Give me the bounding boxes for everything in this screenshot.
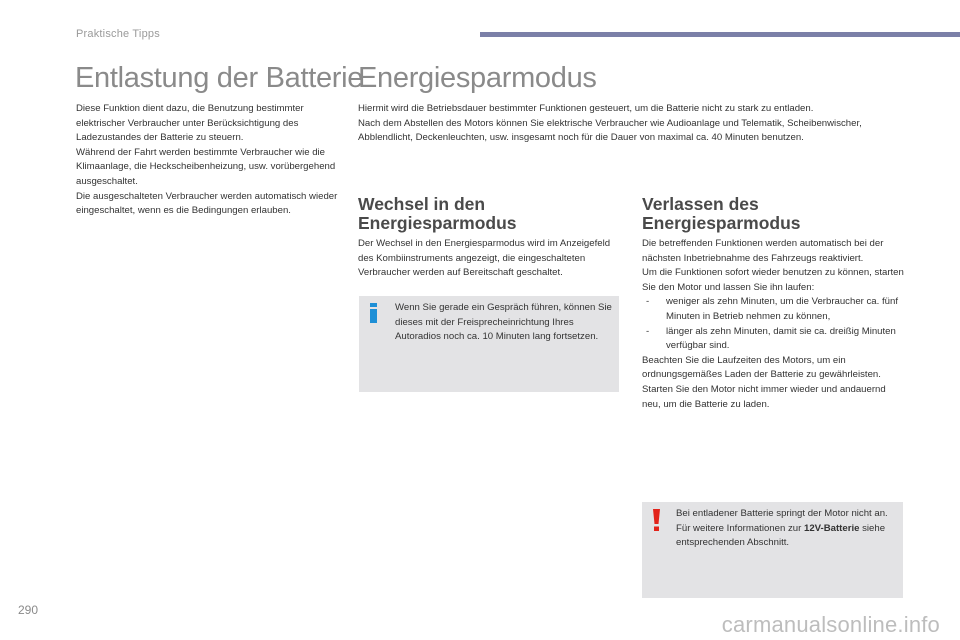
- heading-line: Energiesparmodus: [642, 213, 801, 233]
- info-note-text: [395, 301, 613, 345]
- warning-note-line: [676, 522, 896, 551]
- page-number: 290: [18, 603, 39, 617]
- heading-enter-energy-saving: [358, 195, 517, 233]
- dash-marker: -: [646, 325, 650, 337]
- watermark: carmanualsonline.info: [721, 612, 940, 637]
- battery-relief-paragraph: Diese Funktion dient dazu, die Benutzung bestimmter elektrischer Verbraucher unter Berücksichtigung des Ladezustandes der Batterie zu steuern.: [76, 103, 304, 144]
- heading-exit-energy-saving: [642, 195, 801, 233]
- heading-line: Verlassen des: [642, 194, 759, 214]
- section-label: Praktische Tipps: [76, 28, 160, 40]
- warning-note: [642, 502, 903, 598]
- exit-paragraph: Starten Sie den Motor nicht immer wieder und andauernd neu, um die Batterie zu laden.: [642, 383, 886, 410]
- energy-intro-paragraph: Nach dem Abstellen des Motors können Sie elektrische Verbraucher wie Audioanlage und Telematik, Scheibenwischer, Abblendlicht, Deckenleuchten, usw. insgesamt noch für die Dauer von maximal ca. 40 Minuten benutzen.: [358, 117, 862, 144]
- info-icon: [370, 303, 377, 323]
- exit-paragraph: Um die Funktionen sofort wieder benutzen zu können, starten Sie den Motor und lassen Sie ihn laufen:: [642, 267, 904, 293]
- list-item: [642, 325, 904, 354]
- heading-line: Energiesparmodus: [358, 213, 517, 233]
- title-battery-relief: Entlastung der Batterie: [75, 62, 364, 94]
- warning-note-text-prefix: Für weitere Informationen zur: [676, 522, 804, 534]
- exit-paragraph: Die betreffenden Funktionen werden automatisch bei der nächsten Inbetriebnahme des Fahrzeugs reaktiviert.: [642, 238, 884, 264]
- list-item-text: länger als zehn Minuten, damit sie ca. dreißig Minuten verfügbar sind.: [666, 325, 896, 352]
- battery-relief-text: [76, 102, 344, 219]
- exit-energy-saving-text: [642, 237, 904, 412]
- warning-note-text: [676, 507, 896, 551]
- warning-note-line: Bei entladener Batterie springt der Motor nicht an.: [676, 508, 888, 519]
- info-note-paragraph: Wenn Sie gerade ein Gespräch führen, können Sie dieses mit der Freisprecheinrichtung Ihres Autoradios noch ca. 10 Minuten lang fortsetzen.: [395, 302, 612, 343]
- enter-energy-saving-text: [358, 237, 620, 281]
- title-energy-saving: Energiesparmodus: [358, 62, 597, 94]
- exit-paragraph: Beachten Sie die Laufzeiten des Motors, um ein ordnungsgemäßes Laden der Batterie zu gewährleisten.: [642, 354, 881, 381]
- battery-reference: 12V-Batterie: [803, 522, 860, 534]
- energy-saving-intro: [358, 102, 918, 146]
- battery-relief-paragraph: Während der Fahrt werden bestimmte Verbraucher wie die Klimaanlage, die Heckscheibenheizung, usw. vorübergehend ausgeschaltet.: [76, 146, 336, 187]
- heading-line: Wechsel in den: [358, 194, 486, 214]
- info-note: [359, 296, 619, 392]
- header-rule: [480, 32, 960, 37]
- list-item-text: weniger als zehn Minuten, um die Verbraucher ca. fünf Minuten in Betrieb nehmen zu können,: [666, 296, 898, 322]
- energy-intro-paragraph: Hiermit wird die Betriebsdauer bestimmter Funktionen gesteuert, um die Batterie nicht zu stark zu entladen.: [358, 103, 814, 114]
- dash-marker: -: [646, 296, 650, 308]
- warning-note-text-suffix: siehe entsprechenden Abschnitt.: [676, 522, 886, 549]
- warning-icon: [653, 509, 660, 531]
- battery-relief-paragraph: Die ausgeschalteten Verbraucher werden automatisch wieder eingeschaltet, wenn es die Bedingungen erlauben.: [76, 190, 338, 217]
- list-item: [642, 295, 904, 324]
- enter-paragraph: Der Wechsel in den Energiesparmodus wird im Anzeigefeld des Kombiinstruments angezeigt, die eingeschalteten Verbraucher werden auf Bereitschaft geschaltet.: [358, 238, 611, 279]
